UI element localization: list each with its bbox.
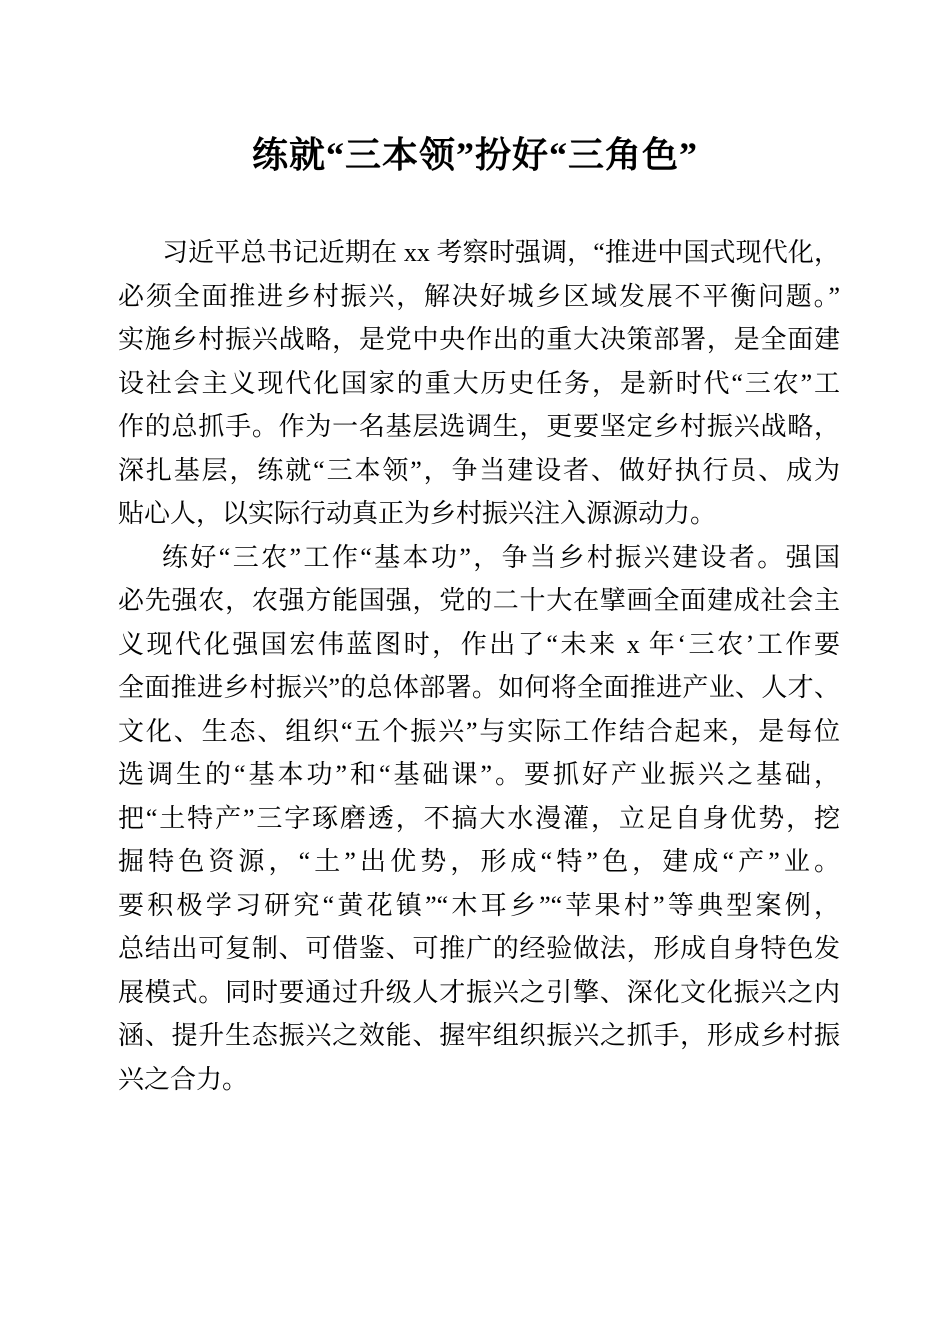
paragraph-1 (118, 231, 840, 536)
paragraph-2-line-5: 文化、生态、组织“五个振兴”与实际工作结合起来，是每位 (118, 716, 840, 746)
paragraph-2-line-1: 练好“三农”工作“基本功”，争当乡村振兴建设者。强国 (162, 542, 840, 572)
paragraph-1-line-3: 实施乡村振兴战略，是党中央作出的重大决策部署，是全面建 (118, 325, 840, 354)
paragraph-2-line-11: 展模式。同时要通过升级人才振兴之引擎、深化文化振兴之内 (118, 977, 840, 1007)
paragraph-1-line-2: 必须全面推进乡村振兴，解决好城乡区域发展不平衡问题。” (118, 281, 840, 311)
paragraph-2-line-4: 全面推进乡村振兴”的总体部署。如何将全面推进产业、人才、 (118, 673, 840, 702)
document-title: 练就“三本领”扮好“三角色” (251, 135, 698, 175)
paragraph-2-line-7: 把“土特产”三字琢磨透，不搞大水漫灌，立足自身优势，挖 (118, 803, 840, 833)
paragraph-2-line-8: 掘特色资源，“土”出优势，形成“特”色，建成“产”业。 (118, 847, 840, 876)
paragraph-1-line-7: 贴心人，以实际行动真正为乡村振兴注入源源动力。 (118, 499, 717, 528)
document-body (118, 231, 840, 1101)
paragraph-1-line-4: 设社会主义现代化国家的重大历史任务，是新时代“三农”工 (118, 368, 840, 398)
paragraph-2-line-2: 必先强农，农强方能国强，党的二十大在擘画全面建成社会主 (118, 586, 840, 615)
paragraph-2-line-10: 总结出可复制、可借鉴、可推广的经验做法，形成自身特色发 (118, 934, 840, 963)
paragraph-2 (118, 536, 840, 1102)
paragraph-1-line-5: 作的总抓手。作为一名基层选调生，更要坚定乡村振兴战略， (118, 412, 840, 441)
paragraph-2-line-9: 要积极学习研究“黄花镇”“木耳乡”“苹果村”等典型案例， (118, 890, 840, 920)
paragraph-2-line-6: 选调生的“基本功”和“基础课”。要抓好产业振兴之基础， (118, 760, 840, 789)
paragraph-2-line-12: 涵、提升生态振兴之效能、握牢组织振兴之抓手，形成乡村振 (118, 1021, 840, 1050)
paragraph-2-line-3: 义现代化强国宏伟蓝图时，作出了“未来 x 年‘三农’工作要 (118, 629, 840, 659)
paragraph-1-line-1: 习近平总书记近期在 xx 考察时强调，“推进中国式现代化， (162, 238, 840, 267)
paragraph-2-line-13: 兴之合力。 (118, 1064, 249, 1094)
paragraph-1-line-6: 深扎基层，练就“三本领”，争当建设者、做好执行员、成为 (118, 455, 840, 485)
